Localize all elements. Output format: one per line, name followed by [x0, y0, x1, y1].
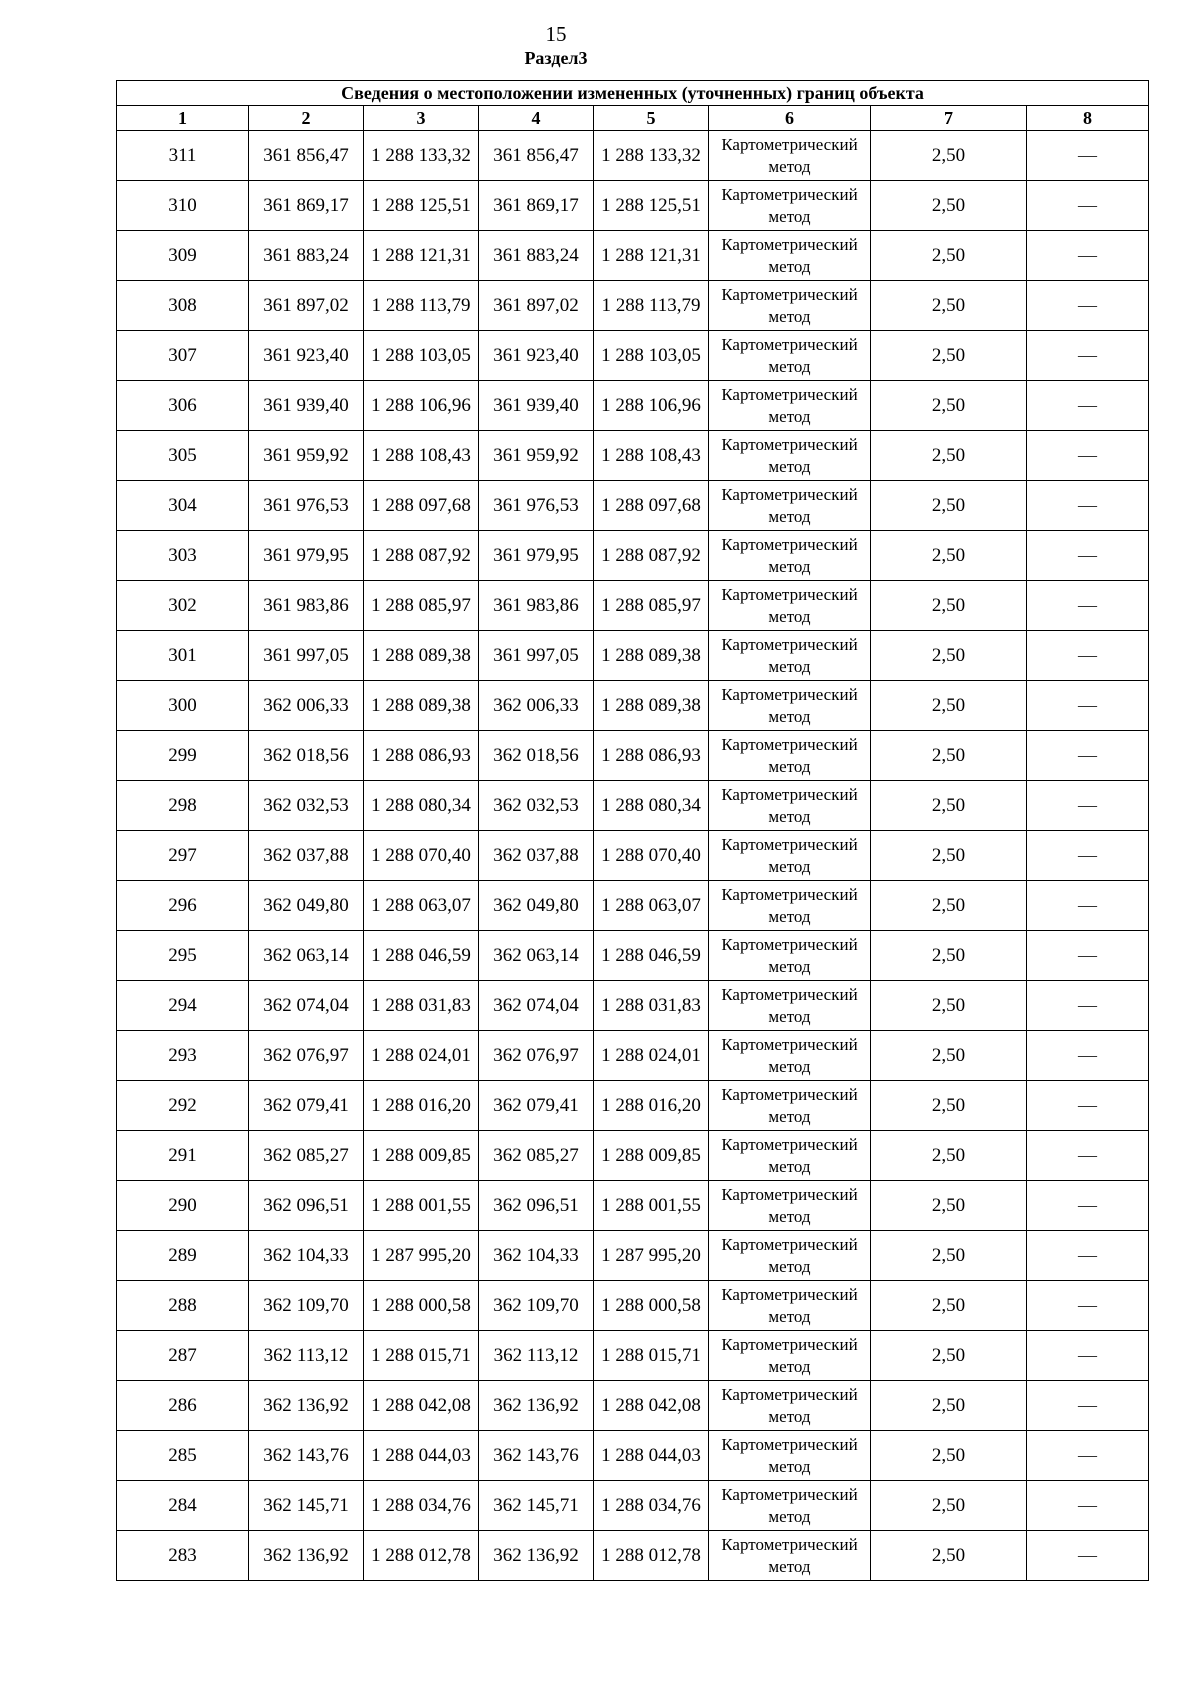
new-x-cell: 361 939,40 — [479, 381, 594, 431]
old-y-cell: 1 288 121,31 — [364, 231, 479, 281]
method-cell: Картометрический метод — [709, 881, 871, 931]
column-number: 2 — [249, 106, 364, 131]
old-y-cell: 1 287 995,20 — [364, 1231, 479, 1281]
accuracy-cell: 2,50 — [871, 731, 1027, 781]
table-row — [117, 1181, 1149, 1231]
table-row — [117, 1431, 1149, 1481]
old-y-cell: 1 288 089,38 — [364, 631, 479, 681]
description-cell: — — [1027, 1081, 1149, 1131]
method-cell: Картометрический метод — [709, 1131, 871, 1181]
table-row — [117, 531, 1149, 581]
method-cell: Картометрический метод — [709, 431, 871, 481]
point-number-cell: 302 — [117, 581, 249, 631]
old-y-cell: 1 288 086,93 — [364, 731, 479, 781]
new-y-cell: 1 288 070,40 — [594, 831, 709, 881]
description-cell: — — [1027, 1481, 1149, 1531]
accuracy-cell: 2,50 — [871, 231, 1027, 281]
old-x-cell: 361 939,40 — [249, 381, 364, 431]
table-row — [117, 1081, 1149, 1131]
old-x-cell: 362 104,33 — [249, 1231, 364, 1281]
point-number-cell: 290 — [117, 1181, 249, 1231]
old-x-cell: 362 049,80 — [249, 881, 364, 931]
accuracy-cell: 2,50 — [871, 681, 1027, 731]
accuracy-cell: 2,50 — [871, 531, 1027, 581]
old-x-cell: 362 143,76 — [249, 1431, 364, 1481]
point-number-cell: 301 — [117, 631, 249, 681]
accuracy-cell: 2,50 — [871, 431, 1027, 481]
table-row — [117, 331, 1149, 381]
old-x-cell: 362 063,14 — [249, 931, 364, 981]
accuracy-cell: 2,50 — [871, 1031, 1027, 1081]
point-number-cell: 311 — [117, 131, 249, 181]
old-x-cell: 362 018,56 — [249, 731, 364, 781]
new-y-cell: 1 288 042,08 — [594, 1381, 709, 1431]
old-x-cell: 361 959,92 — [249, 431, 364, 481]
accuracy-cell: 2,50 — [871, 1381, 1027, 1431]
point-number-cell: 297 — [117, 831, 249, 881]
accuracy-cell: 2,50 — [871, 1181, 1027, 1231]
accuracy-cell: 2,50 — [871, 181, 1027, 231]
method-cell: Картометрический метод — [709, 581, 871, 631]
old-x-cell: 362 113,12 — [249, 1331, 364, 1381]
method-cell: Картометрический метод — [709, 231, 871, 281]
description-cell: — — [1027, 281, 1149, 331]
table-row — [117, 231, 1149, 281]
method-cell: Картометрический метод — [709, 681, 871, 731]
old-x-cell: 361 979,95 — [249, 531, 364, 581]
description-cell: — — [1027, 631, 1149, 681]
old-x-cell: 361 897,02 — [249, 281, 364, 331]
new-x-cell: 361 883,24 — [479, 231, 594, 281]
accuracy-cell: 2,50 — [871, 1331, 1027, 1381]
new-x-cell: 362 096,51 — [479, 1181, 594, 1231]
old-y-cell: 1 288 089,38 — [364, 681, 479, 731]
description-cell: — — [1027, 1231, 1149, 1281]
method-cell: Картометрический метод — [709, 731, 871, 781]
table-row — [117, 1281, 1149, 1331]
new-y-cell: 1 288 085,97 — [594, 581, 709, 631]
point-number-cell: 292 — [117, 1081, 249, 1131]
new-y-cell: 1 287 995,20 — [594, 1231, 709, 1281]
accuracy-cell: 2,50 — [871, 281, 1027, 331]
old-y-cell: 1 288 034,76 — [364, 1481, 479, 1531]
accuracy-cell: 2,50 — [871, 131, 1027, 181]
new-y-cell: 1 288 001,55 — [594, 1181, 709, 1231]
table-row — [117, 631, 1149, 681]
table-row — [117, 581, 1149, 631]
new-x-cell: 362 145,71 — [479, 1481, 594, 1531]
new-y-cell: 1 288 063,07 — [594, 881, 709, 931]
description-cell: — — [1027, 431, 1149, 481]
accuracy-cell: 2,50 — [871, 581, 1027, 631]
accuracy-cell: 2,50 — [871, 1081, 1027, 1131]
point-number-cell: 300 — [117, 681, 249, 731]
old-x-cell: 361 883,24 — [249, 231, 364, 281]
old-x-cell: 361 856,47 — [249, 131, 364, 181]
new-y-cell: 1 288 103,05 — [594, 331, 709, 381]
table-row — [117, 481, 1149, 531]
new-x-cell: 362 074,04 — [479, 981, 594, 1031]
table-row — [117, 1331, 1149, 1381]
old-y-cell: 1 288 001,55 — [364, 1181, 479, 1231]
new-x-cell: 362 079,41 — [479, 1081, 594, 1131]
new-y-cell: 1 288 044,03 — [594, 1431, 709, 1481]
accuracy-cell: 2,50 — [871, 331, 1027, 381]
method-cell: Картометрический метод — [709, 1031, 871, 1081]
column-number-row — [117, 106, 1149, 131]
table-row — [117, 431, 1149, 481]
new-y-cell: 1 288 016,20 — [594, 1081, 709, 1131]
old-y-cell: 1 288 125,51 — [364, 181, 479, 231]
old-y-cell: 1 288 108,43 — [364, 431, 479, 481]
method-cell: Картометрический метод — [709, 1331, 871, 1381]
old-x-cell: 362 006,33 — [249, 681, 364, 731]
old-y-cell: 1 288 097,68 — [364, 481, 479, 531]
description-cell: — — [1027, 381, 1149, 431]
new-x-cell: 362 113,12 — [479, 1331, 594, 1381]
method-cell: Картометрический метод — [709, 781, 871, 831]
new-x-cell: 362 006,33 — [479, 681, 594, 731]
old-y-cell: 1 288 133,32 — [364, 131, 479, 181]
table-row — [117, 131, 1149, 181]
old-x-cell: 362 109,70 — [249, 1281, 364, 1331]
table-row — [117, 1381, 1149, 1431]
new-y-cell: 1 288 012,78 — [594, 1531, 709, 1581]
column-number: 7 — [871, 106, 1027, 131]
method-cell: Картометрический метод — [709, 131, 871, 181]
accuracy-cell: 2,50 — [871, 931, 1027, 981]
accuracy-cell: 2,50 — [871, 481, 1027, 531]
point-number-cell: 295 — [117, 931, 249, 981]
description-cell: — — [1027, 1031, 1149, 1081]
page-number: 15 — [545, 22, 567, 46]
accuracy-cell: 2,50 — [871, 631, 1027, 681]
method-cell: Картометрический метод — [709, 1431, 871, 1481]
method-cell: Картометрический метод — [709, 631, 871, 681]
point-number-cell: 283 — [117, 1531, 249, 1581]
point-number-cell: 303 — [117, 531, 249, 581]
description-cell: — — [1027, 531, 1149, 581]
old-y-cell: 1 288 063,07 — [364, 881, 479, 931]
new-y-cell: 1 288 113,79 — [594, 281, 709, 331]
point-number-cell: 308 — [117, 281, 249, 331]
old-y-cell: 1 288 113,79 — [364, 281, 479, 331]
table-row — [117, 1231, 1149, 1281]
method-cell: Картометрический метод — [709, 1281, 871, 1331]
point-number-cell: 284 — [117, 1481, 249, 1531]
old-y-cell: 1 288 103,05 — [364, 331, 479, 381]
accuracy-cell: 2,50 — [871, 1481, 1027, 1531]
new-x-cell: 362 063,14 — [479, 931, 594, 981]
old-x-cell: 362 037,88 — [249, 831, 364, 881]
old-y-cell: 1 288 080,34 — [364, 781, 479, 831]
accuracy-cell: 2,50 — [871, 1281, 1027, 1331]
table-row — [117, 1131, 1149, 1181]
new-y-cell: 1 288 125,51 — [594, 181, 709, 231]
column-number: 5 — [594, 106, 709, 131]
column-number: 6 — [709, 106, 871, 131]
new-x-cell: 361 997,05 — [479, 631, 594, 681]
point-number-cell: 299 — [117, 731, 249, 781]
point-number-cell: 285 — [117, 1431, 249, 1481]
method-cell: Картометрический метод — [709, 1081, 871, 1131]
old-y-cell: 1 288 024,01 — [364, 1031, 479, 1081]
description-cell: — — [1027, 1431, 1149, 1481]
new-x-cell: 361 959,92 — [479, 431, 594, 481]
table-row — [117, 381, 1149, 431]
new-y-cell: 1 288 087,92 — [594, 531, 709, 581]
old-x-cell: 361 983,86 — [249, 581, 364, 631]
method-cell: Картометрический метод — [709, 281, 871, 331]
description-cell: — — [1027, 931, 1149, 981]
new-y-cell: 1 288 133,32 — [594, 131, 709, 181]
new-y-cell: 1 288 086,93 — [594, 731, 709, 781]
description-cell: — — [1027, 181, 1149, 231]
old-x-cell: 361 869,17 — [249, 181, 364, 231]
new-x-cell: 361 923,40 — [479, 331, 594, 381]
old-y-cell: 1 288 031,83 — [364, 981, 479, 1031]
description-cell: — — [1027, 981, 1149, 1031]
new-y-cell: 1 288 097,68 — [594, 481, 709, 531]
new-x-cell: 362 085,27 — [479, 1131, 594, 1181]
new-y-cell: 1 288 024,01 — [594, 1031, 709, 1081]
new-y-cell: 1 288 089,38 — [594, 681, 709, 731]
point-number-cell: 304 — [117, 481, 249, 531]
old-x-cell: 362 085,27 — [249, 1131, 364, 1181]
point-number-cell: 298 — [117, 781, 249, 831]
table-row — [117, 681, 1149, 731]
new-x-cell: 361 976,53 — [479, 481, 594, 531]
point-number-cell: 294 — [117, 981, 249, 1031]
table-row — [117, 1531, 1149, 1581]
old-x-cell: 362 145,71 — [249, 1481, 364, 1531]
new-x-cell: 362 076,97 — [479, 1031, 594, 1081]
accuracy-cell: 2,50 — [871, 381, 1027, 431]
accuracy-cell: 2,50 — [871, 1231, 1027, 1281]
description-cell: — — [1027, 231, 1149, 281]
new-y-cell: 1 288 000,58 — [594, 1281, 709, 1331]
table-row — [117, 881, 1149, 931]
method-cell: Картометрический метод — [709, 481, 871, 531]
old-x-cell: 362 096,51 — [249, 1181, 364, 1231]
table-row — [117, 781, 1149, 831]
table-row — [117, 931, 1149, 981]
point-number-cell: 306 — [117, 381, 249, 431]
new-y-cell: 1 288 121,31 — [594, 231, 709, 281]
new-x-cell: 361 856,47 — [479, 131, 594, 181]
new-y-cell: 1 288 106,96 — [594, 381, 709, 431]
method-cell: Картометрический метод — [709, 1531, 871, 1581]
old-x-cell: 361 976,53 — [249, 481, 364, 531]
method-cell: Картометрический метод — [709, 181, 871, 231]
description-cell: — — [1027, 1381, 1149, 1431]
point-number-cell: 288 — [117, 1281, 249, 1331]
table-row — [117, 981, 1149, 1031]
description-cell: — — [1027, 731, 1149, 781]
description-cell: — — [1027, 1281, 1149, 1331]
old-y-cell: 1 288 106,96 — [364, 381, 479, 431]
old-y-cell: 1 288 016,20 — [364, 1081, 479, 1131]
method-cell: Картометрический метод — [709, 331, 871, 381]
method-cell: Картометрический метод — [709, 1381, 871, 1431]
old-y-cell: 1 288 070,40 — [364, 831, 479, 881]
description-cell: — — [1027, 881, 1149, 931]
description-cell: — — [1027, 331, 1149, 381]
new-y-cell: 1 288 046,59 — [594, 931, 709, 981]
accuracy-cell: 2,50 — [871, 781, 1027, 831]
description-cell: — — [1027, 1331, 1149, 1381]
new-x-cell: 361 979,95 — [479, 531, 594, 581]
accuracy-cell: 2,50 — [871, 1531, 1027, 1581]
point-number-cell: 286 — [117, 1381, 249, 1431]
old-y-cell: 1 288 009,85 — [364, 1131, 479, 1181]
new-x-cell: 362 037,88 — [479, 831, 594, 881]
new-x-cell: 362 136,92 — [479, 1381, 594, 1431]
point-number-cell: 307 — [117, 331, 249, 381]
method-cell: Картометрический метод — [709, 381, 871, 431]
new-x-cell: 361 983,86 — [479, 581, 594, 631]
table-row — [117, 831, 1149, 881]
method-cell: Картометрический метод — [709, 1231, 871, 1281]
old-y-cell: 1 288 044,03 — [364, 1431, 479, 1481]
point-number-cell: 293 — [117, 1031, 249, 1081]
table-row — [117, 1031, 1149, 1081]
accuracy-cell: 2,50 — [871, 831, 1027, 881]
old-x-cell: 362 136,92 — [249, 1531, 364, 1581]
accuracy-cell: 2,50 — [871, 981, 1027, 1031]
old-x-cell: 362 032,53 — [249, 781, 364, 831]
old-y-cell: 1 288 012,78 — [364, 1531, 479, 1581]
new-y-cell: 1 288 009,85 — [594, 1131, 709, 1181]
new-x-cell: 362 032,53 — [479, 781, 594, 831]
new-y-cell: 1 288 015,71 — [594, 1331, 709, 1381]
table-caption: Сведения о местоположении измененных (уточненных) границ объекта — [117, 81, 1149, 106]
section-title: Раздел3 — [524, 48, 588, 68]
new-x-cell: 362 136,92 — [479, 1531, 594, 1581]
method-cell: Картометрический метод — [709, 981, 871, 1031]
new-y-cell: 1 288 089,38 — [594, 631, 709, 681]
new-y-cell: 1 288 034,76 — [594, 1481, 709, 1531]
old-x-cell: 361 997,05 — [249, 631, 364, 681]
old-x-cell: 361 923,40 — [249, 331, 364, 381]
new-x-cell: 361 897,02 — [479, 281, 594, 331]
old-y-cell: 1 288 042,08 — [364, 1381, 479, 1431]
old-y-cell: 1 288 085,97 — [364, 581, 479, 631]
point-number-cell: 291 — [117, 1131, 249, 1181]
description-cell: — — [1027, 681, 1149, 731]
table-row — [117, 281, 1149, 331]
accuracy-cell: 2,50 — [871, 1431, 1027, 1481]
new-y-cell: 1 288 031,83 — [594, 981, 709, 1031]
column-number: 8 — [1027, 106, 1149, 131]
description-cell: — — [1027, 831, 1149, 881]
method-cell: Картометрический метод — [709, 1481, 871, 1531]
point-number-cell: 287 — [117, 1331, 249, 1381]
new-y-cell: 1 288 108,43 — [594, 431, 709, 481]
old-x-cell: 362 136,92 — [249, 1381, 364, 1431]
point-number-cell: 305 — [117, 431, 249, 481]
table-row — [117, 731, 1149, 781]
method-cell: Картометрический метод — [709, 531, 871, 581]
column-number: 1 — [117, 106, 249, 131]
description-cell: — — [1027, 1131, 1149, 1181]
accuracy-cell: 2,50 — [871, 881, 1027, 931]
point-number-cell: 296 — [117, 881, 249, 931]
column-number: 4 — [479, 106, 594, 131]
new-x-cell: 362 104,33 — [479, 1231, 594, 1281]
new-x-cell: 362 049,80 — [479, 881, 594, 931]
accuracy-cell: 2,50 — [871, 1131, 1027, 1181]
description-cell: — — [1027, 481, 1149, 531]
old-x-cell: 362 076,97 — [249, 1031, 364, 1081]
new-y-cell: 1 288 080,34 — [594, 781, 709, 831]
table-body — [117, 131, 1149, 1581]
new-x-cell: 361 869,17 — [479, 181, 594, 231]
new-x-cell: 362 109,70 — [479, 1281, 594, 1331]
old-x-cell: 362 074,04 — [249, 981, 364, 1031]
old-y-cell: 1 288 000,58 — [364, 1281, 479, 1331]
column-number: 3 — [364, 106, 479, 131]
description-cell: — — [1027, 581, 1149, 631]
old-y-cell: 1 288 087,92 — [364, 531, 479, 581]
method-cell: Картометрический метод — [709, 1181, 871, 1231]
table-row — [117, 181, 1149, 231]
new-x-cell: 362 143,76 — [479, 1431, 594, 1481]
description-cell: — — [1027, 1181, 1149, 1231]
old-x-cell: 362 079,41 — [249, 1081, 364, 1131]
new-x-cell: 362 018,56 — [479, 731, 594, 781]
description-cell: — — [1027, 1531, 1149, 1581]
old-y-cell: 1 288 046,59 — [364, 931, 479, 981]
coordinates-table — [116, 80, 1149, 1581]
old-y-cell: 1 288 015,71 — [364, 1331, 479, 1381]
point-number-cell: 309 — [117, 231, 249, 281]
point-number-cell: 289 — [117, 1231, 249, 1281]
description-cell: — — [1027, 131, 1149, 181]
point-number-cell: 310 — [117, 181, 249, 231]
table-row — [117, 1481, 1149, 1531]
method-cell: Картометрический метод — [709, 931, 871, 981]
method-cell: Картометрический метод — [709, 831, 871, 881]
description-cell: — — [1027, 781, 1149, 831]
